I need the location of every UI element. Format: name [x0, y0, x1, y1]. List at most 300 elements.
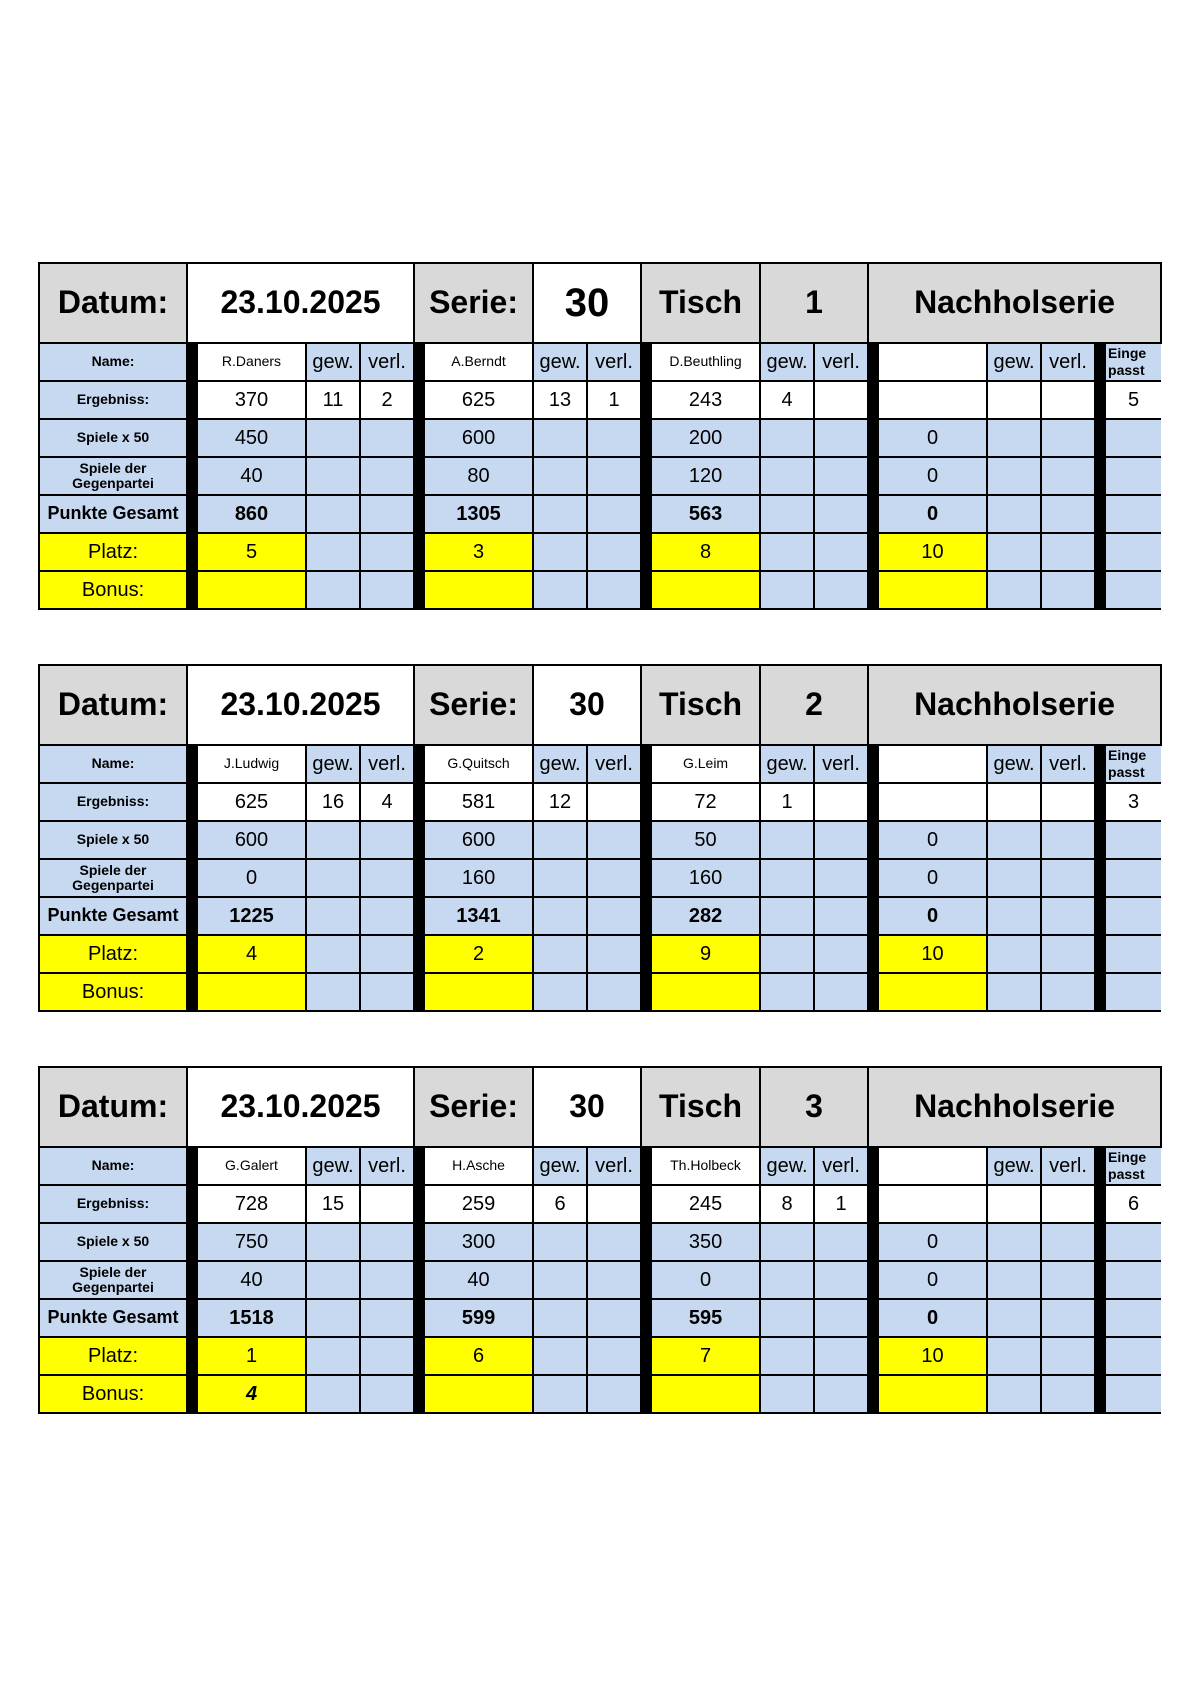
separator-bar: [187, 381, 197, 419]
player-punkte[interactable]: 282: [651, 897, 760, 935]
empty-cell: [760, 935, 814, 973]
empty-cell: [1105, 821, 1161, 859]
player-gew[interactable]: [987, 1185, 1041, 1223]
player-spiele50[interactable]: 200: [651, 419, 760, 457]
separator-bar: [1095, 381, 1105, 419]
empty-cell: [760, 897, 814, 935]
player-platz[interactable]: 10: [878, 935, 987, 973]
separator-bar: [1095, 495, 1105, 533]
empty-cell: [306, 1375, 360, 1413]
empty-cell: [533, 457, 587, 495]
player-spiele50[interactable]: 600: [424, 419, 533, 457]
separator-bar: [868, 1299, 878, 1337]
separator-bar: [641, 1223, 651, 1261]
empty-cell: [987, 1261, 1041, 1299]
gegenpartei-text: Gegenpartei: [72, 475, 154, 491]
player-spiele50[interactable]: 0: [878, 419, 987, 457]
empty-cell: [1105, 419, 1161, 457]
separator-bar: [414, 343, 424, 381]
verl-header: verl.: [814, 745, 868, 783]
player-punkte[interactable]: 599: [424, 1299, 533, 1337]
separator-bar: [414, 973, 424, 1011]
separator-bar: [1095, 1299, 1105, 1337]
datum-value: 23.10.2025: [187, 263, 414, 343]
player-bonus[interactable]: [878, 973, 987, 1011]
player-verl[interactable]: 4: [360, 783, 414, 821]
player-punkte[interactable]: 0: [878, 1299, 987, 1337]
player-ergebnis[interactable]: [878, 1185, 987, 1223]
empty-cell: [760, 495, 814, 533]
player-name[interactable]: J.Ludwig: [197, 745, 306, 783]
row-spiele50: [39, 419, 1161, 457]
empty-cell: [1041, 1299, 1095, 1337]
separator-bar: [187, 1261, 197, 1299]
player-spiele50[interactable]: 50: [651, 821, 760, 859]
row-spiele50: [39, 821, 1161, 859]
separator-bar: [187, 745, 197, 783]
separator-bar: [414, 745, 424, 783]
empty-cell: [1041, 897, 1095, 935]
separator-bar: [1095, 457, 1105, 495]
player-spiele50[interactable]: 450: [197, 419, 306, 457]
separator-bar: [414, 381, 424, 419]
separator-bar: [414, 571, 424, 609]
player-platz[interactable]: 6: [424, 1337, 533, 1375]
gew-header: gew.: [533, 1147, 587, 1185]
empty-cell: [1041, 533, 1095, 571]
separator-bar: [1095, 745, 1105, 783]
player-bonus[interactable]: [424, 571, 533, 609]
player-name[interactable]: R.Daners: [197, 343, 306, 381]
player-name[interactable]: G.Quitsch: [424, 745, 533, 783]
separator-bar: [1095, 821, 1105, 859]
gegenpartei-text: Gegenpartei: [72, 1279, 154, 1295]
separator-bar: [187, 457, 197, 495]
player-punkte[interactable]: 595: [651, 1299, 760, 1337]
player-gew[interactable]: 6: [533, 1185, 587, 1223]
datum-label: Datum:: [39, 665, 187, 745]
player-name[interactable]: A.Berndt: [424, 343, 533, 381]
separator-bar: [641, 783, 651, 821]
empty-cell: [306, 1261, 360, 1299]
score-table-2: [38, 664, 1150, 1012]
separator-bar: [187, 495, 197, 533]
verl-header: verl.: [1041, 745, 1095, 783]
row-name: [39, 745, 1161, 783]
nachholserie-label: Nachholserie: [868, 263, 1161, 343]
row-label-name: Name:: [39, 745, 187, 783]
row-punkte: [39, 1299, 1161, 1337]
separator-bar: [641, 935, 651, 973]
row-label-ergebnis: Ergebniss:: [39, 381, 187, 419]
tisch-label: Tisch: [641, 665, 760, 745]
empty-cell: [1041, 495, 1095, 533]
row-label-platz: Platz:: [39, 935, 187, 973]
datum-label: Datum:: [39, 263, 187, 343]
player-verl[interactable]: 2: [360, 381, 414, 419]
empty-cell: [533, 973, 587, 1011]
empty-cell: [987, 571, 1041, 609]
player-ergebnis[interactable]: 625: [424, 381, 533, 419]
player-spiele50[interactable]: 0: [878, 1223, 987, 1261]
gew-header: gew.: [306, 745, 360, 783]
empty-cell: [987, 1375, 1041, 1413]
player-punkte[interactable]: 1305: [424, 495, 533, 533]
row-label-platz: Platz:: [39, 533, 187, 571]
score-table-3: [38, 1066, 1150, 1414]
empty-cell: [533, 897, 587, 935]
tisch-value: 3: [760, 1067, 868, 1147]
empty-cell: [814, 571, 868, 609]
row-label-punkte: Punkte Gesamt: [39, 495, 187, 533]
row-platz: [39, 533, 1161, 571]
player-ergebnis[interactable]: 728: [197, 1185, 306, 1223]
empty-cell: [814, 935, 868, 973]
einge-text: Einge: [1108, 747, 1147, 764]
player-ergebnis[interactable]: [878, 381, 987, 419]
player-gew[interactable]: 12: [533, 783, 587, 821]
empty-cell: [360, 821, 414, 859]
player-ergebnis[interactable]: [878, 783, 987, 821]
player-verl[interactable]: 1: [587, 381, 641, 419]
empty-cell: [533, 859, 587, 897]
player-platz[interactable]: 1: [197, 1337, 306, 1375]
player-bonus[interactable]: 4: [197, 1375, 306, 1413]
datum-value: 23.10.2025: [187, 1067, 414, 1147]
empty-cell: [760, 457, 814, 495]
separator-bar: [641, 343, 651, 381]
player-platz[interactable]: 4: [197, 935, 306, 973]
tisch-label: Tisch: [641, 263, 760, 343]
gew-header: gew.: [760, 343, 814, 381]
player-bonus[interactable]: [878, 571, 987, 609]
header-row: [39, 1067, 1161, 1147]
gew-header: gew.: [306, 1147, 360, 1185]
empty-cell: [306, 571, 360, 609]
empty-cell: [987, 897, 1041, 935]
player-spiele50[interactable]: 0: [878, 821, 987, 859]
player-punkte[interactable]: 1341: [424, 897, 533, 935]
empty-cell: [587, 533, 641, 571]
row-label-gegen: [39, 457, 187, 495]
separator-bar: [187, 897, 197, 935]
empty-cell: [1041, 1261, 1095, 1299]
gegenpartei-text: Gegenpartei: [72, 877, 154, 893]
row-label-gegen: [39, 1261, 187, 1299]
empty-cell: [360, 1261, 414, 1299]
row-gegen: [39, 859, 1161, 897]
row-label-ergebnis: Ergebniss:: [39, 1185, 187, 1223]
gew-header: gew.: [306, 343, 360, 381]
separator-bar: [868, 1223, 878, 1261]
empty-cell: [1105, 935, 1161, 973]
player-punkte[interactable]: 0: [878, 495, 987, 533]
separator-bar: [1095, 1337, 1105, 1375]
gew-header: gew.: [987, 745, 1041, 783]
empty-cell: [814, 973, 868, 1011]
player-punkte[interactable]: 563: [651, 495, 760, 533]
empty-cell: [1041, 859, 1095, 897]
player-bonus[interactable]: [197, 571, 306, 609]
separator-bar: [868, 1337, 878, 1375]
separator-bar: [187, 1337, 197, 1375]
player-gegen[interactable]: 160: [651, 859, 760, 897]
row-platz: [39, 1337, 1161, 1375]
player-bonus[interactable]: [878, 1375, 987, 1413]
eingepasst-value[interactable]: 6: [1105, 1185, 1161, 1223]
separator-bar: [414, 533, 424, 571]
empty-cell: [533, 533, 587, 571]
eingepasst-header: [1105, 745, 1161, 783]
empty-cell: [760, 419, 814, 457]
separator-bar: [868, 381, 878, 419]
player-verl[interactable]: [1041, 381, 1095, 419]
passt-text: passt: [1108, 362, 1145, 378]
empty-cell: [760, 1337, 814, 1375]
empty-cell: [306, 1299, 360, 1337]
player-verl[interactable]: 1: [814, 1185, 868, 1223]
empty-cell: [360, 533, 414, 571]
empty-cell: [987, 419, 1041, 457]
empty-cell: [587, 821, 641, 859]
spiele-der-text: Spiele der: [79, 459, 147, 476]
player-gew[interactable]: 8: [760, 1185, 814, 1223]
separator-bar: [187, 1375, 197, 1413]
player-name[interactable]: [878, 745, 987, 783]
player-ergebnis[interactable]: 245: [651, 1185, 760, 1223]
empty-cell: [306, 821, 360, 859]
player-bonus[interactable]: [424, 1375, 533, 1413]
separator-bar: [187, 783, 197, 821]
player-name[interactable]: G.Galert: [197, 1147, 306, 1185]
player-platz[interactable]: 5: [197, 533, 306, 571]
player-gegen[interactable]: 40: [197, 1261, 306, 1299]
player-verl[interactable]: [814, 783, 868, 821]
player-bonus[interactable]: [651, 571, 760, 609]
separator-bar: [868, 973, 878, 1011]
player-verl[interactable]: [360, 1185, 414, 1223]
separator-bar: [414, 783, 424, 821]
gew-header: gew.: [987, 1147, 1041, 1185]
player-verl[interactable]: [1041, 1185, 1095, 1223]
separator-bar: [1095, 343, 1105, 381]
player-punkte[interactable]: 1518: [197, 1299, 306, 1337]
player-gew[interactable]: [987, 783, 1041, 821]
empty-cell: [360, 1223, 414, 1261]
empty-cell: [814, 897, 868, 935]
player-gegen[interactable]: 0: [878, 859, 987, 897]
empty-cell: [533, 1375, 587, 1413]
player-verl[interactable]: [587, 1185, 641, 1223]
player-platz[interactable]: 3: [424, 533, 533, 571]
separator-bar: [414, 495, 424, 533]
player-gew[interactable]: 16: [306, 783, 360, 821]
player-bonus[interactable]: [651, 973, 760, 1011]
player-gew[interactable]: 13: [533, 381, 587, 419]
separator-bar: [414, 1375, 424, 1413]
player-spiele50[interactable]: 350: [651, 1223, 760, 1261]
empty-cell: [360, 897, 414, 935]
player-gegen[interactable]: 40: [197, 457, 306, 495]
empty-cell: [533, 571, 587, 609]
row-gegen: [39, 1261, 1161, 1299]
player-platz[interactable]: 9: [651, 935, 760, 973]
player-ergebnis[interactable]: 259: [424, 1185, 533, 1223]
separator-bar: [414, 1223, 424, 1261]
empty-cell: [1105, 1337, 1161, 1375]
row-label-bonus: Bonus:: [39, 1375, 187, 1413]
row-label-spiele50: Spiele x 50: [39, 821, 187, 859]
player-ergebnis[interactable]: 625: [197, 783, 306, 821]
separator-bar: [868, 745, 878, 783]
separator-bar: [187, 859, 197, 897]
row-label-bonus: Bonus:: [39, 571, 187, 609]
row-label-ergebnis: Ergebniss:: [39, 783, 187, 821]
player-verl[interactable]: [814, 381, 868, 419]
empty-cell: [760, 821, 814, 859]
player-bonus[interactable]: [197, 973, 306, 1011]
empty-cell: [760, 571, 814, 609]
empty-cell: [587, 973, 641, 1011]
separator-bar: [414, 1185, 424, 1223]
player-gegen[interactable]: 0: [878, 457, 987, 495]
row-punkte: [39, 495, 1161, 533]
player-ergebnis[interactable]: 72: [651, 783, 760, 821]
player-spiele50[interactable]: 600: [424, 821, 533, 859]
empty-cell: [533, 419, 587, 457]
empty-cell: [760, 1261, 814, 1299]
player-name[interactable]: [878, 1147, 987, 1185]
separator-bar: [1095, 1185, 1105, 1223]
row-label-punkte: Punkte Gesamt: [39, 897, 187, 935]
empty-cell: [587, 571, 641, 609]
empty-cell: [533, 1223, 587, 1261]
empty-cell: [360, 935, 414, 973]
serie-label: Serie:: [414, 665, 533, 745]
empty-cell: [533, 935, 587, 973]
separator-bar: [414, 1261, 424, 1299]
player-punkte[interactable]: 1225: [197, 897, 306, 935]
player-name[interactable]: H.Asche: [424, 1147, 533, 1185]
verl-header: verl.: [360, 745, 414, 783]
empty-cell: [533, 1337, 587, 1375]
player-platz[interactable]: 7: [651, 1337, 760, 1375]
player-gew[interactable]: 4: [760, 381, 814, 419]
player-ergebnis[interactable]: 581: [424, 783, 533, 821]
separator-bar: [868, 1147, 878, 1185]
player-name[interactable]: D.Beuthling: [651, 343, 760, 381]
empty-cell: [814, 1337, 868, 1375]
row-ergebnis: [39, 381, 1161, 419]
empty-cell: [814, 457, 868, 495]
separator-bar: [1095, 783, 1105, 821]
player-spiele50[interactable]: 750: [197, 1223, 306, 1261]
eingepasst-value[interactable]: 5: [1105, 381, 1161, 419]
einge-text: Einge: [1108, 345, 1147, 362]
player-gew[interactable]: 15: [306, 1185, 360, 1223]
empty-cell: [587, 935, 641, 973]
empty-cell: [760, 973, 814, 1011]
player-name[interactable]: G.Leim: [651, 745, 760, 783]
tisch-value: 2: [760, 665, 868, 745]
row-name: [39, 343, 1161, 381]
empty-cell: [587, 1299, 641, 1337]
player-punkte[interactable]: 860: [197, 495, 306, 533]
separator-bar: [187, 1223, 197, 1261]
player-name[interactable]: Th.Holbeck: [651, 1147, 760, 1185]
separator-bar: [187, 343, 197, 381]
player-spiele50[interactable]: 300: [424, 1223, 533, 1261]
empty-cell: [987, 1299, 1041, 1337]
spiele-der-text: Spiele der: [79, 1263, 147, 1280]
separator-bar: [868, 859, 878, 897]
eingepasst-value[interactable]: 3: [1105, 783, 1161, 821]
verl-header: verl.: [587, 343, 641, 381]
empty-cell: [987, 533, 1041, 571]
empty-cell: [814, 1299, 868, 1337]
player-gegen[interactable]: 40: [424, 1261, 533, 1299]
player-gegen[interactable]: 160: [424, 859, 533, 897]
row-label-name: Name:: [39, 343, 187, 381]
player-name[interactable]: [878, 343, 987, 381]
separator-bar: [187, 973, 197, 1011]
empty-cell: [987, 495, 1041, 533]
player-platz[interactable]: 10: [878, 533, 987, 571]
separator-bar: [868, 533, 878, 571]
eingepasst-header: [1105, 1147, 1161, 1185]
player-gegen[interactable]: 80: [424, 457, 533, 495]
player-platz[interactable]: 2: [424, 935, 533, 973]
separator-bar: [414, 419, 424, 457]
player-verl[interactable]: [1041, 783, 1095, 821]
player-punkte[interactable]: 0: [878, 897, 987, 935]
player-platz[interactable]: 8: [651, 533, 760, 571]
gew-header: gew.: [533, 343, 587, 381]
empty-cell: [533, 495, 587, 533]
player-gegen[interactable]: 0: [197, 859, 306, 897]
row-bonus: [39, 1375, 1161, 1413]
row-spiele50: [39, 1223, 1161, 1261]
separator-bar: [1095, 419, 1105, 457]
player-bonus[interactable]: [424, 973, 533, 1011]
player-gew[interactable]: 1: [760, 783, 814, 821]
row-bonus: [39, 571, 1161, 609]
player-gew[interactable]: [987, 381, 1041, 419]
player-gegen[interactable]: 0: [651, 1261, 760, 1299]
player-gegen[interactable]: 0: [878, 1261, 987, 1299]
empty-cell: [306, 533, 360, 571]
empty-cell: [1105, 457, 1161, 495]
empty-cell: [1105, 973, 1161, 1011]
verl-header: verl.: [814, 1147, 868, 1185]
empty-cell: [306, 495, 360, 533]
empty-cell: [1105, 571, 1161, 609]
player-ergebnis[interactable]: 243: [651, 381, 760, 419]
empty-cell: [587, 1261, 641, 1299]
player-bonus[interactable]: [651, 1375, 760, 1413]
player-platz[interactable]: 10: [878, 1337, 987, 1375]
player-ergebnis[interactable]: 370: [197, 381, 306, 419]
player-gew[interactable]: 11: [306, 381, 360, 419]
empty-cell: [814, 1375, 868, 1413]
empty-cell: [987, 935, 1041, 973]
verl-header: verl.: [360, 1147, 414, 1185]
separator-bar: [187, 533, 197, 571]
player-gegen[interactable]: 120: [651, 457, 760, 495]
empty-cell: [1041, 935, 1095, 973]
player-spiele50[interactable]: 600: [197, 821, 306, 859]
player-verl[interactable]: [587, 783, 641, 821]
